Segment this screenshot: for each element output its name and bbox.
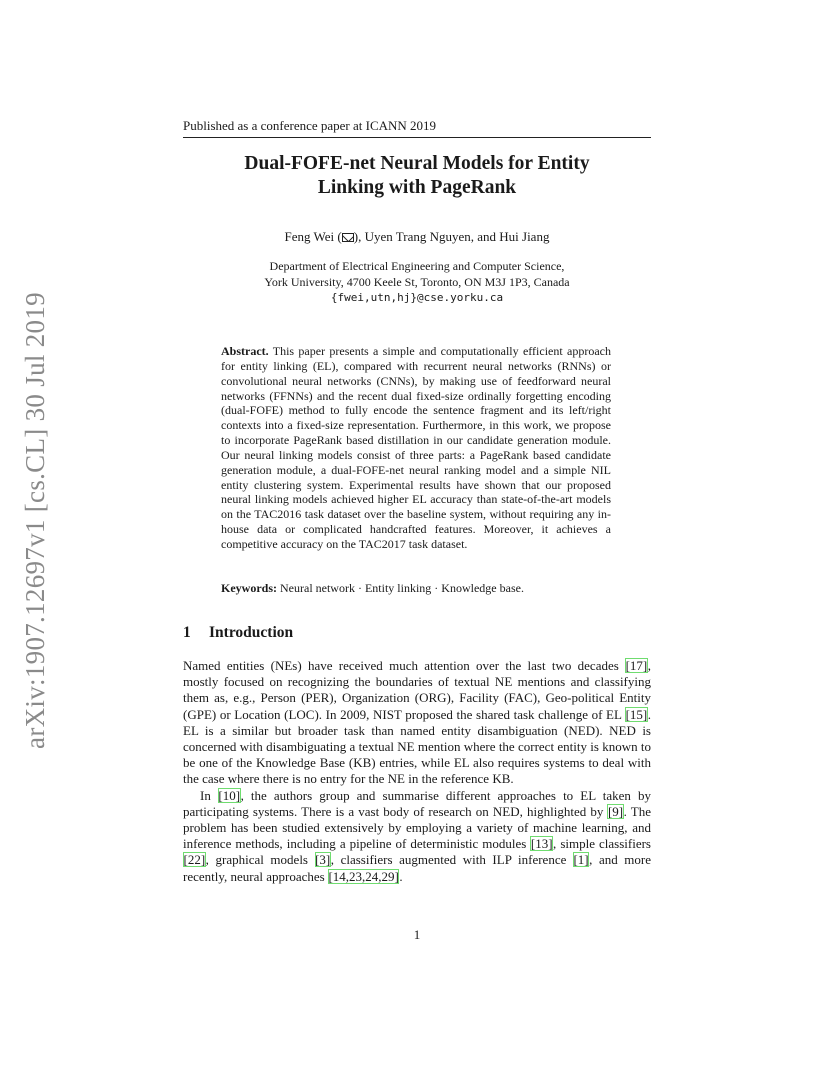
text-run: , graphical models xyxy=(205,852,315,868)
text-run: In xyxy=(200,787,218,803)
text-run: , classifiers augmented with ILP inference xyxy=(330,852,573,868)
body-text xyxy=(183,658,651,885)
citation-link[interactable]: [14,23,24,29] xyxy=(328,868,399,884)
affiliation-line-1: Department of Electrical Engineering and Computer Science, xyxy=(269,259,565,273)
section-heading xyxy=(183,624,293,642)
author-first: Feng Wei ( xyxy=(284,229,342,244)
section-number: 1 xyxy=(183,624,191,641)
paragraph-2 xyxy=(183,788,651,885)
title-line-2: Linking with PageRank xyxy=(317,177,517,198)
author-list xyxy=(183,229,651,245)
running-header: Published as a conference paper at ICANN 2019 xyxy=(183,118,651,138)
abstract-text: This paper presents a simple and computationally efficient approach for entity linking (EL), compared with recurrent neural networks (RNNs) or convolutional neural networks (CNNs), by making use of feedforward neural networks (FFNNs) and the recent dual fixed-size ordinally forgetting encoding (dual-FOFE) method to fully encode the sentence fragment and its left/right contexts into a fixed-size representation. Furthermore, in this work, we propose to incorporate PageRank based distillation in our candidate generation module. Our neural linking models consist of three parts: a PageRank based candidate generation module, a dual-FOFE-net neural ranking model and a simple NIL entity clustering system. Experimental results have shown that our proposed neural linking models achieved higher EL accuracy than state-of-the-art models on the TAC2016 task dataset over the baseline system, without requiring any in-house data or complicated handcrafted features. Moreover, it achieves a competitive accuracy on the TAC2017 task dataset. xyxy=(221,344,611,551)
title-line-1: Dual-FOFE-net Neural Models for Entity xyxy=(244,153,590,174)
keywords-text: Neural network · Entity linking · Knowledge base. xyxy=(280,581,524,595)
section-title: Introduction xyxy=(209,624,294,641)
keywords-label: Keywords: xyxy=(221,581,277,595)
affiliation xyxy=(183,259,651,306)
arxiv-stamp-text: arXiv:1907.12697v1 [cs.CL] 30 Jul 2019 xyxy=(19,291,50,749)
envelope-icon xyxy=(342,233,354,242)
arxiv-identifier-stamp xyxy=(8,291,62,749)
text-run: , mostly focused on recognizing the boundaries of textual NE mentions and classifying them as, e.g., Person (PER), Organization (ORG), Facility (FAC), Geo-political Entity (GPE) or Location (LOC). In 2009, NIST proposed the shared task challenge of EL xyxy=(183,658,651,722)
page-number: 1 xyxy=(413,927,421,942)
text-run: . xyxy=(399,868,403,884)
author-rest: ), Uyen Trang Nguyen, and Hui Jiang xyxy=(353,229,550,244)
citation-link[interactable]: [1] xyxy=(573,852,589,868)
citation-link[interactable]: [15] xyxy=(625,706,648,722)
paper-title xyxy=(183,152,651,200)
paragraph-1 xyxy=(183,658,651,788)
text-run: , the authors group and summarise different approaches to EL taken by participating systems. There is a vast body of research on NED, highlighted by xyxy=(183,787,651,819)
abstract-label: Abstract. xyxy=(221,344,269,358)
citation-link[interactable]: [10] xyxy=(218,787,241,803)
text-run: , simple classifiers xyxy=(553,836,651,852)
keywords xyxy=(221,581,611,596)
text-run: . The problem has been studied extensively by employing a variety of machine learning, and inference methods, including a pipeline of deterministic modules xyxy=(183,803,651,852)
citation-link[interactable]: [9] xyxy=(607,803,624,819)
text-run: Named entities (NEs) have received much attention over the last two decades xyxy=(183,658,626,673)
citation-link[interactable]: [13] xyxy=(530,836,553,852)
abstract xyxy=(221,344,611,552)
affiliation-line-2: York University, 4700 Keele St, Toronto, ON M3J 1P3, Canada xyxy=(264,274,570,289)
author-emails: {fwei,utn,hj}@cse.yorku.ca xyxy=(330,291,504,304)
text-run: . EL is a similar but broader task than named entity disambiguation (NED). NED is concerned with disambiguating a textual NE mention where the correct entity is known to be one of the Knowledge Base (KB) entries, while EL also requires systems to deal with the case where there is no entry for the NE in the reference KB. xyxy=(183,706,651,787)
citation-link[interactable]: [17] xyxy=(625,658,648,673)
text-run: , and more recently, neural approaches xyxy=(183,852,652,884)
citation-link[interactable]: [22] xyxy=(183,852,206,868)
citation-link[interactable]: [3] xyxy=(315,852,331,868)
